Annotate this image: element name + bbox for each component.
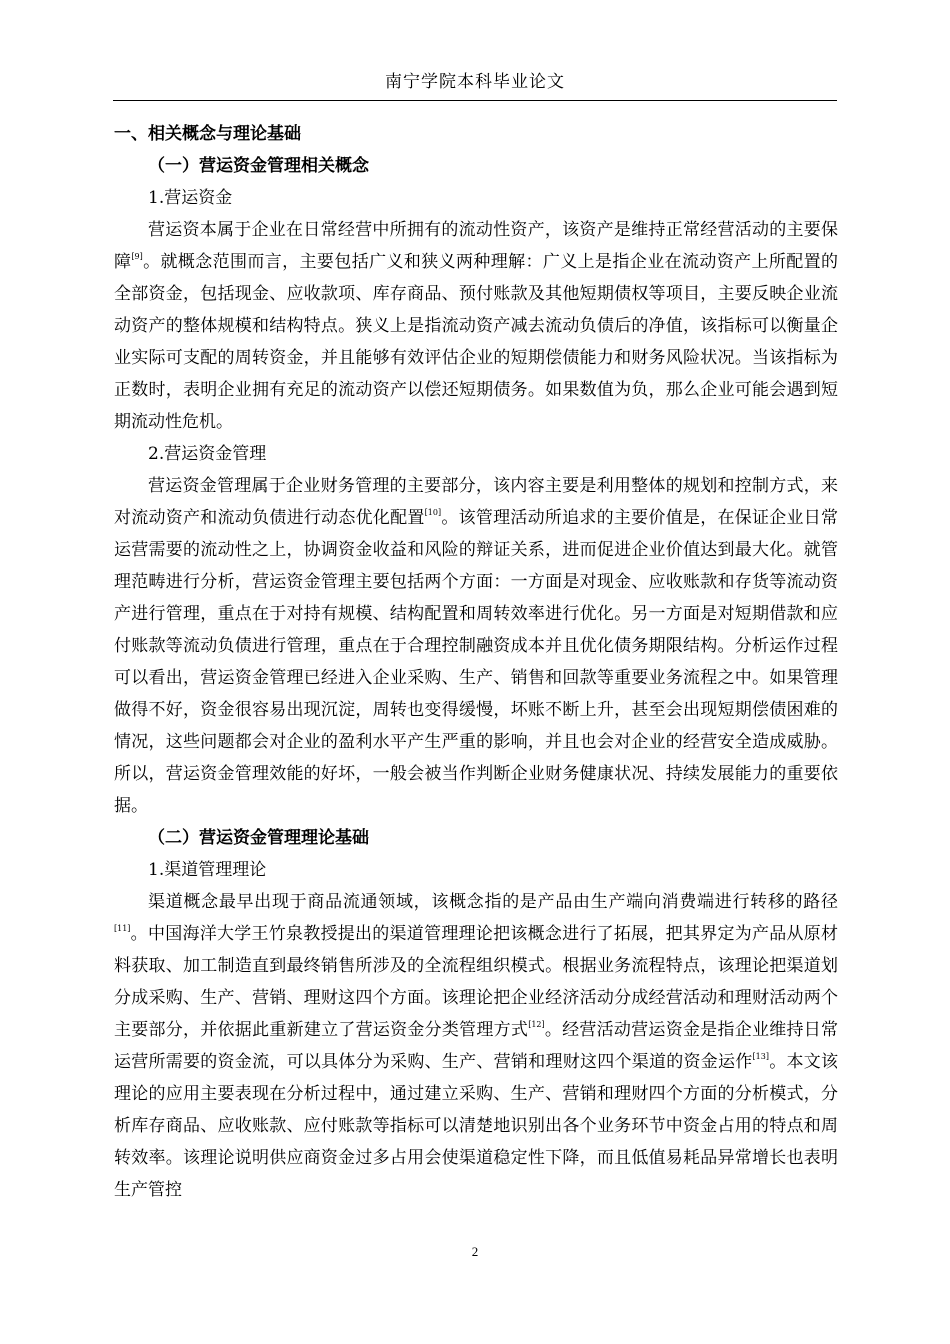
paragraph-text: 渠道概念最早出现于商品流通领域，该概念指的是产品由生产端向消费端进行转移的路径	[148, 892, 838, 912]
running-header: 南宁学院本科毕业论文	[385, 72, 565, 92]
section-heading-1: 一、相关概念与理论基础	[114, 124, 301, 144]
page-number: 2	[471, 1244, 479, 1259]
item-heading-working-capital-management: 2.营运资金管理	[148, 444, 267, 464]
citation-ref[interactable]: [10]	[424, 508, 442, 517]
page-body	[114, 118, 838, 1206]
paragraph-text: 营运资本属于企业在日常经营中所拥有的流动性资产，该资产是维持正常经营活动的主要保障	[114, 220, 838, 272]
paragraph-working-capital-management	[114, 470, 838, 822]
paragraph-text: 。经营活动营运资金是指企业维持日常运营所需要的资金流，可以具体分为采购、生产、营销和理财这四个渠道的资金运作	[114, 1020, 839, 1072]
citation-ref[interactable]: [9]	[131, 252, 143, 261]
paragraph-text: 。就概念范围而言，主要包括广义和狭义两种理解：广义上是指企业在流动资产上所配置的全部资金，包括现金、应收款项、库存商品、预付账款及其他短期债权等项目，主要反映企业流动资产的整体规模和结构特点。狭义上是指流动资产减去流动负债后的净值，该指标可以衡量企业实际可支配的周转资金，并且能够有效评估企业的短期偿债能力和财务风险状况。当该指标为正数时，表明企业拥有充足的流动资产以偿还短期债务。如果数值为负，那么企业可能会遇到短期流动性危机。	[114, 252, 839, 432]
citation-ref[interactable]: [12]	[528, 1020, 545, 1029]
paragraph-channel-theory	[114, 886, 838, 1206]
paragraph-text: 。该管理活动所追求的主要价值是，在保证企业日常运营需要的流动性之上，协调资金收益和风险的辩证关系，进而促进企业价值达到最大化。就管理范畴进行分析，营运资金管理主要包括两个方面：一方面是对现金、应收账款和存货等流动资产进行管理，重点在于对持有规模、结构配置和周转效率进行优化。另一方面是对短期借款和应付账款等流动负债进行管理，重点在于合理控制融资成本并且优化债务期限结构。分析运作过程可以看出，营运资金管理已经进入企业采购、生产、销售和回款等重要业务流程之中。如果管理做得不好，资金很容易出现沉淀，周转也变得缓慢，坏账不断上升，甚至会出现短期偿债困难的情况，这些问题都会对企业的盈利水平产生严重的影响，并且也会对企业的经营安全造成威胁。所以，营运资金管理效能的好坏，一般会被当作判断企业财务健康状况、持续发展能力的重要依据。	[114, 508, 839, 816]
paragraph-text: 。本文该理论的应用主要表现在分析过程中，通过建立采购、生产、营销和理财四个方面的分析模式，分析库存商品、应收账款、应付账款等指标可以清楚地识别出各个业务环节中资金占用的特点和周转效率。该理论说明供应商资金过多占用会使渠道稳定性下降，而且低值易耗品异常增长也表明生产管控	[114, 1052, 839, 1200]
item-heading-channel-theory: 1.渠道管理理论	[148, 860, 267, 880]
citation-ref[interactable]: [13]	[752, 1052, 769, 1061]
subsection-heading-theory: （二）营运资金管理理论基础	[148, 828, 369, 848]
paragraph-text: 营运资金管理属于企业财务管理的主要部分，该内容主要是利用整体的规划和控制方式，来对流动资产和流动负债进行动态优化配置	[114, 476, 838, 528]
paragraph-text: 。中国海洋大学王竹泉教授提出的渠道管理理论把该概念进行了拓展，把其界定为产品从原材料获取、加工制造直到最终销售所涉及的全流程组织模式。根据业务流程特点，该理论把渠道划分成采购、生产、营销、理财这四个方面。该理论把企业经济活动分成经营活动和理财活动两个主要部分，并依据此重新建立了营运资金分类管理方式	[114, 924, 838, 1040]
item-heading-working-capital: 1.营运资金	[148, 188, 233, 208]
citation-ref[interactable]: [11]	[114, 924, 131, 933]
subsection-heading-concepts: （一）营运资金管理相关概念	[148, 156, 369, 176]
paragraph-working-capital	[114, 214, 838, 438]
header-divider	[113, 100, 837, 101]
